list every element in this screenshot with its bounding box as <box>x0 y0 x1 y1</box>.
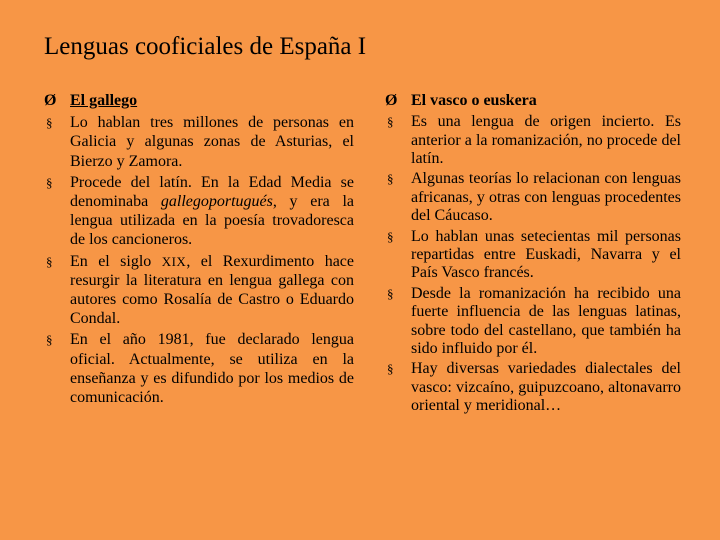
list-item <box>385 360 681 415</box>
list-item <box>385 170 681 225</box>
square-bullet-icon: § <box>387 361 394 377</box>
list-item <box>385 285 681 359</box>
item-text: Hay diversas variedades dialectales del vasco: vizcaíno, guipuzcoano, altonavarro oriental y meridional… <box>411 360 681 415</box>
list-item <box>44 252 354 329</box>
item-text: En el año 1981, fue declarado lengua oficial. Actualmente, se utiliza en la enseñanza y es difundido por los medios de comunicación. <box>70 331 354 407</box>
square-bullet-icon: § <box>46 115 53 131</box>
item-text-post: , y era la lengua utilizada en la poesía trovadoresca de los cancioneros. <box>70 193 354 249</box>
list-item <box>44 173 354 250</box>
section-heading-gallego <box>44 91 354 110</box>
item-text: Lo hablan unas setecientas mil personas repartidas entre Euskadi, Navarra y el País Vasco francés. <box>411 227 681 282</box>
arrow-bullet-icon: Ø <box>44 92 57 109</box>
item-text-emphasis: gallegoportugués <box>160 193 273 211</box>
vasco-bullet-list <box>385 113 681 416</box>
right-column <box>385 91 681 418</box>
square-bullet-icon: § <box>387 228 394 244</box>
item-text: Es una lengua de origen incierto. Es anterior a la romanización, no procede del latín. <box>411 113 681 168</box>
gallego-bullet-list <box>44 113 354 407</box>
item-text-pre: Procede del latín. En la Edad Media se denominaba <box>70 173 354 211</box>
left-column <box>44 91 354 409</box>
heading-text: El vasco o euskera <box>411 92 537 109</box>
list-item <box>44 330 354 407</box>
section-heading-vasco <box>385 91 681 110</box>
item-text: Desde la romanización ha recibido una fuerte influencia de las lenguas latinas, sobre todo del castellano, que también ha sido influido por él. <box>411 284 681 358</box>
square-bullet-icon: § <box>387 171 394 187</box>
square-bullet-icon: § <box>46 253 53 269</box>
square-bullet-icon: § <box>387 285 394 301</box>
item-text-pre: En el siglo <box>70 252 162 270</box>
arrow-bullet-icon: Ø <box>385 92 398 109</box>
item-text: Algunas teorías lo relacionan con lenguas africanas, y otras con lenguas procedentes del Cáucaso. <box>411 170 681 225</box>
slide-title: Lenguas cooficiales de España I <box>44 33 367 60</box>
list-item <box>385 228 681 283</box>
item-text: Lo hablan tres millones de personas en Galicia y algunas zonas de Asturias, el Bierzo y Zamora. <box>70 114 354 170</box>
heading-text: El gallego <box>70 92 138 109</box>
square-bullet-icon: § <box>387 114 394 130</box>
item-text-post: , el Rexurdimento hace resurgir la literatura en lengua gallega con autores como Rosalía de Castro o Eduardo Condal. <box>70 252 355 328</box>
square-bullet-icon: § <box>46 332 53 348</box>
century-numeral: XIX <box>161 253 187 269</box>
list-item <box>385 113 681 168</box>
square-bullet-icon: § <box>46 174 53 190</box>
list-item <box>44 113 354 171</box>
